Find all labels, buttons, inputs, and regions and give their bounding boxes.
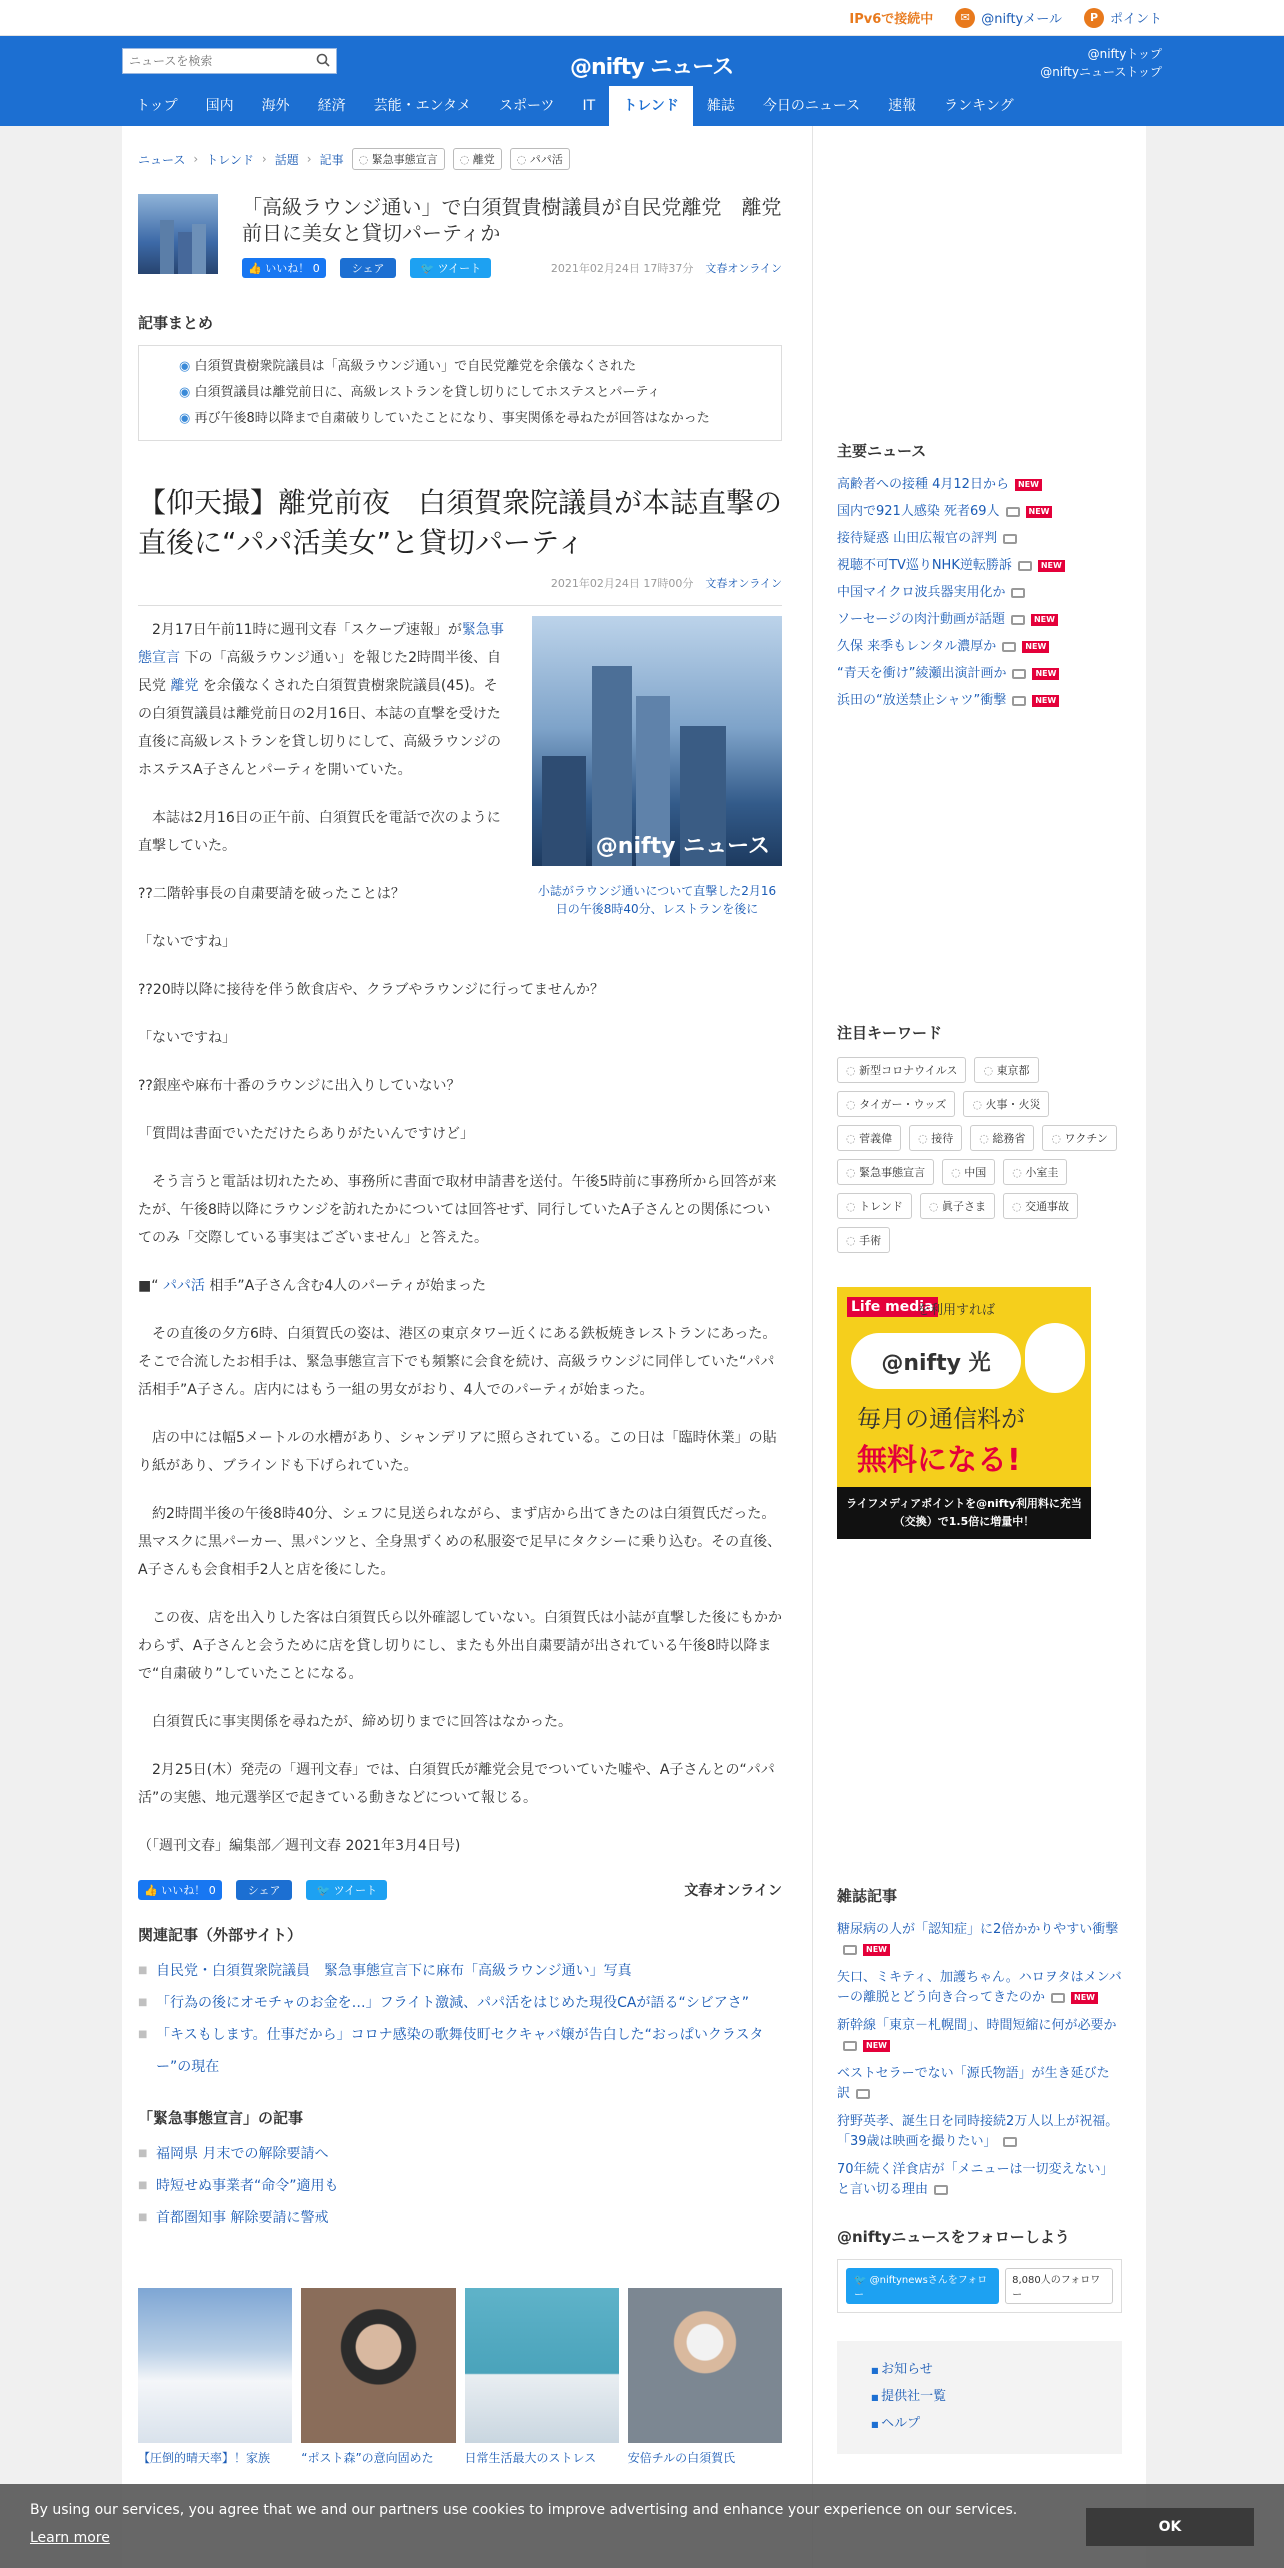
link-providers[interactable]: ■ 提供社一覧 [871, 2384, 1088, 2411]
subheading: ■“ パパ活 相手”A子さん含む4人のパーティが始まった [138, 1278, 487, 1294]
main-news-heading: 主要ニュース [837, 442, 927, 460]
breadcrumb-topic[interactable]: 話題 [274, 152, 299, 167]
paragraph: 白須賀氏に事実関係を尋ねたが、締め切りまでに回答はなかった。 [152, 1714, 572, 1730]
recommend-card[interactable] [301, 2288, 455, 2466]
article-source-link[interactable]: 文春オンライン [705, 577, 782, 590]
nav-entertainment[interactable]: 芸能・エンタメ [373, 98, 472, 114]
main-column [122, 126, 813, 2568]
magazine-item-text[interactable]: ベストセラーでない「源氏物語」が生き延びた訳 [837, 2066, 1110, 2101]
tag-emergency[interactable]: ◌ 緊急事態宣言 [352, 148, 445, 170]
breadcrumb-separator: › [193, 152, 199, 166]
main-news-item-text[interactable]: 視聴不可TV巡りNHK逆転勝訴 [837, 558, 1012, 573]
topic-item[interactable] [138, 2202, 782, 2234]
keyword-heading: 注目キーワード [837, 1024, 943, 1042]
recommend-card[interactable] [465, 2288, 619, 2466]
nav-sports[interactable]: スポーツ [499, 98, 555, 114]
main-news-item[interactable] [837, 579, 1122, 606]
card-title[interactable]: 安倍チルの白須賀氏 [627, 2451, 736, 2465]
related-item[interactable] [138, 1955, 782, 1987]
magazine-item[interactable] [837, 2112, 1122, 2152]
summary-heading: 記事まとめ [138, 314, 214, 332]
sidebar-spacer [837, 714, 1122, 998]
article-body [138, 616, 782, 1860]
recommend-card[interactable] [628, 2288, 782, 2466]
mail-icon: ✉ [955, 8, 975, 28]
share-button-bottom[interactable]: シェア [236, 1880, 293, 1900]
lifemedia-ad-banner[interactable] [837, 1287, 1091, 1539]
related-link[interactable]: 「キスもします。仕事だから」コロナ感染の歌舞伎町セクキャバ嬢が告白した“おっぱいクラスター”の現在 [156, 2027, 764, 2075]
nav-domestic[interactable]: 国内 [205, 98, 234, 114]
ad-line1: 毎月の通信料が [857, 1405, 1025, 1433]
new-badge: NEW [863, 2040, 890, 2052]
card-image [465, 2288, 619, 2443]
keyword-tag[interactable]: ◌ トレンド [837, 1193, 912, 1219]
main-news-item-text[interactable]: 中国マイクロ波兵器実用化か [837, 585, 1006, 600]
recommend-grid [138, 2288, 782, 2466]
share-button[interactable]: シェア [340, 258, 397, 278]
nav-ranking[interactable]: ランキング [944, 98, 1014, 114]
keyword-tag[interactable]: ◌ タイガー・ウッズ [837, 1091, 955, 1117]
magazine-list [837, 1920, 1122, 2200]
paragraph: 2月25日(木）発売の「週刊文春」では、白須賀氏が離党会見でついていた嘘や、A子さんとの“パパ活”の実態、地元選挙区で起きている動きなどについて報じる。 [138, 1762, 775, 1806]
camera-icon [1003, 2137, 1017, 2147]
paragraph: その直後の夕方6時、白須賀氏の姿は、港区の東京タワー近くにある鉄板焼きレストランにあった。そこで合流したお相手は、緊急事態宣言下でも頻繁に会食を続け、高級ラウンジに同伴していた“パパ活相手”A子さん。店内にはもう一組の男女がおり、4人でのパーティが始まった。 [138, 1326, 777, 1398]
publisher-logo[interactable]: 文春オンライン [684, 1883, 782, 1899]
keyword-tag[interactable]: ◌ 菅義偉 [837, 1125, 901, 1151]
main-news-item[interactable] [837, 633, 1122, 660]
camera-icon [1003, 534, 1017, 544]
credit: （「週刊文春」編集部／週刊文春 2021年3月4日号) [138, 1838, 461, 1854]
main-news-item[interactable] [837, 552, 1122, 579]
nav-magazine[interactable]: 雑誌 [706, 98, 735, 114]
magazine-item-text[interactable]: 狩野英孝、誕生日を同時接続2万人以上が祝福。「39歳は映画を撮りたい」 [837, 2114, 1119, 2149]
link-help[interactable]: ■ ヘルプ [871, 2411, 1088, 2438]
keyword-list [837, 1057, 1117, 1253]
share-row [242, 258, 782, 278]
paragraph: 2月17日午前11時に週刊文春「スクープ速報」が緊急事態宣言 下の「高級ラウンジ通い」を報じた2時間半後、自民党 離党 を余儀なくされた白須賀貴樹衆院議員(45)。その白須賀議員は離党前日の2月16日、本誌の直撃を受けた直後に高級レストランを貸し切りにして、高級ラウンジのホステスA子さんとパーティを開いていた。 [138, 622, 504, 778]
magazine-item[interactable] [837, 1920, 1122, 1960]
mail-link[interactable] [955, 8, 1062, 28]
main-news-item-text[interactable]: “青天を衝け”綾瀬出演計画か [837, 666, 1007, 681]
main-news-item-text[interactable]: 久保 来季もレンタル濃厚か [837, 639, 997, 654]
new-badge: NEW [1015, 479, 1042, 491]
search-box [122, 48, 337, 74]
keyword-tag[interactable]: ◌ 新型コロナウイルス [837, 1057, 966, 1083]
link-announcements[interactable]: ■ お知らせ [871, 2357, 1088, 2384]
keyword-link-leave[interactable]: 離党 [170, 678, 199, 694]
breadcrumb [138, 148, 782, 170]
new-badge: NEW [1071, 1992, 1098, 2004]
camera-icon [1002, 642, 1016, 652]
topic-link[interactable]: 時短せぬ事業者“命令”適用も [156, 2178, 339, 2194]
main-news-list [837, 471, 1122, 714]
related-heading: 関連記事（外部サイト） [138, 1926, 302, 1944]
card-image [138, 2288, 292, 2443]
nifty-news-top-link[interactable]: @niftyニューストップ [1040, 65, 1162, 79]
nav-today[interactable]: 今日のニュース [762, 98, 861, 114]
follow-box [837, 2259, 1122, 2313]
sheep-mascot-icon [1025, 1323, 1085, 1393]
paragraph: 「ないですね」 [138, 1030, 236, 1046]
camera-icon [1006, 507, 1020, 517]
nifty-top-link[interactable]: @niftyトップ [1087, 47, 1162, 61]
point-link[interactable] [1084, 8, 1162, 28]
magazine-item-text[interactable]: 矢口、ミキティ、加護ちゃん。ハロヲタはメンバーの離脱とどう向き合ってきたのか [837, 1970, 1122, 2005]
magazine-heading: 雑誌記事 [837, 1887, 898, 1905]
card-image [628, 2288, 782, 2443]
main-news-item-text[interactable]: 高齢者への接種 4月12日から [837, 477, 1009, 492]
keyword-tag[interactable]: ◌ 緊急事態宣言 [837, 1159, 934, 1185]
site-logo[interactable]: @nifty ニュース [570, 55, 734, 80]
main-news-item[interactable] [837, 471, 1122, 498]
follower-count: 8,080人のフォロワー [1005, 2268, 1113, 2304]
camera-icon [1011, 588, 1025, 598]
nav-trend[interactable]: トレンド [609, 86, 693, 126]
keyword-tag[interactable]: ◌ 火事・火災 [963, 1091, 1049, 1117]
magazine-item-text[interactable]: 糖尿病の人が「認知症」に2倍かかりやすい衝撃 [837, 1922, 1119, 1937]
camera-icon [1018, 561, 1032, 571]
paragraph: この夜、店を出入りした客は白須賀氏ら以外確認していない。白須賀氏は小誌が直撃した後にもかかわらず、A子さんと会うために店を貸し切りにし、またも外出自粛要請が出されている午後8時以降まで“自粛破り”していたことになる。 [138, 1610, 782, 1682]
learn-more-link[interactable]: Learn more [30, 2530, 110, 2546]
tweet-button-bottom[interactable]: 🐦 ツイート [306, 1880, 387, 1900]
cookie-banner [0, 2484, 1284, 2568]
new-badge: NEW [1026, 506, 1053, 518]
headline-meta [551, 260, 782, 276]
paragraph: 店の中には幅5メートルの水槽があり、シャンデリアに照らされている。この日は「臨時休業」の貼り紙があり、ブラインドも下げられていた。 [138, 1430, 777, 1474]
tag-papakatsu[interactable]: ◌ パパ活 [510, 148, 570, 170]
cookie-text: By using our services, you agree that we and our partners use cookies to improve advertising and enhance your experience on our services. [30, 2502, 1018, 2518]
keyword-tag[interactable]: ◌ 中国 [942, 1159, 995, 1185]
global-nav [122, 86, 1028, 126]
main-news-item-text[interactable]: 国内で921人感染 死者69人 [837, 504, 1000, 519]
summary-item: ◉ 再び午後8時以降まで自粛破りしていたことになり、事実関係を尋ねたが回答はなかった [179, 406, 781, 432]
ipv6-status: IPv6で接続中 [849, 12, 934, 27]
camera-icon [843, 1945, 857, 1955]
article-thumbnail [138, 194, 218, 274]
card-title[interactable]: 【圧倒的晴天率】！家族 [138, 2451, 271, 2465]
magazine-item-text[interactable]: 新幹線「東京－札幌間」、時間短縮に何が必要か [837, 2018, 1117, 2033]
headline-date: 2021年02月24日 17時37分 [550, 262, 694, 275]
main-news-item[interactable] [837, 687, 1122, 714]
header-links [1040, 45, 1162, 81]
topic-link[interactable]: 首都圏知事 解除要請に警戒 [156, 2210, 329, 2226]
new-badge: NEW [1032, 695, 1059, 707]
paragraph: 本誌は2月16日の正午前、白須賀氏を電話で次のように直撃していた。 [138, 810, 501, 854]
top-utility-bar [0, 0, 1284, 36]
magazine-item[interactable] [837, 2064, 1122, 2104]
main-news-item-text[interactable]: 浜田の“放送禁止シャツ”衝撃 [837, 693, 1007, 708]
sidebar-spacer [837, 1539, 1122, 1861]
keyword-tag[interactable]: ◌ 東京都 [974, 1057, 1038, 1083]
paragraph: ??二階幹事長の自粛要請を破ったことは？ [138, 886, 405, 902]
camera-icon [1012, 696, 1026, 706]
main-news-item-text[interactable]: ソーセージの肉汁動画が話題 [837, 612, 1005, 627]
related-item[interactable] [138, 1987, 782, 2019]
ad-brand-suffix: を利用すれば [917, 1303, 996, 1318]
article-header [138, 194, 782, 278]
article-title: 【仰天撮】離党前夜 白須賀衆院議員が本誌直撃の直後に“パパ活美女”と貸切パーティ [138, 486, 783, 559]
topic-heading: 「緊急事態宣言」の記事 [138, 2109, 304, 2127]
sidebar-ad-space [837, 126, 1122, 416]
main-news-item-text[interactable]: 接待疑惑 山田広報官の評判 [837, 531, 998, 546]
headline: 「高級ラウンジ通い」で白須賀貴樹議員が自民党離党 離党前日に美女と貸切パーティか [242, 195, 782, 245]
like-button-bottom[interactable]: 👍 いいね！ 0 [138, 1880, 222, 1900]
camera-icon [1051, 1993, 1065, 2003]
breadcrumb-article[interactable]: 記事 [319, 152, 344, 167]
breadcrumb-separator: › [261, 152, 267, 166]
main-news-item[interactable] [837, 660, 1122, 687]
footer-links [837, 2341, 1122, 2454]
tweet-button[interactable]: 🐦 ツイート [410, 258, 491, 278]
keyword-link-emergency[interactable]: 緊急事態宣言 [138, 622, 504, 666]
article-meta [138, 575, 782, 606]
nav-top[interactable]: トップ [136, 98, 178, 114]
paragraph: ??銀座や麻布十番のラウンジに出入りしていない？ [138, 1078, 461, 1094]
new-badge: NEW [1038, 560, 1065, 572]
headline-source-link[interactable]: 文春オンライン [705, 262, 782, 275]
topic-item[interactable] [138, 2170, 782, 2202]
keyword-link-papakatsu[interactable]: パパ活 [162, 1278, 205, 1294]
keyword-tag[interactable]: ◌ 総務省 [970, 1125, 1034, 1151]
keyword-tag[interactable]: ◌ 手術 [837, 1227, 890, 1253]
main-news-item[interactable] [837, 606, 1122, 633]
magazine-item[interactable] [837, 2016, 1122, 2056]
keyword-tag[interactable]: ◌ 交通事故 [1003, 1193, 1078, 1219]
camera-icon [1012, 669, 1026, 679]
paragraph: 「質問は書面でいただけたらありがたいんですけど」 [138, 1126, 474, 1142]
card-image [301, 2288, 455, 2443]
point-label: ポイント [1109, 12, 1162, 27]
nav-overseas[interactable]: 海外 [261, 98, 290, 114]
nav-breaking[interactable]: 速報 [888, 98, 917, 114]
keyword-tag[interactable]: ◌ 小室圭 [1003, 1159, 1067, 1185]
article-date: 2021年02月24日 17時00分 [550, 577, 694, 590]
related-list [138, 1955, 782, 2083]
ad-nifty-hikari: @nifty 光 [851, 1333, 1021, 1389]
sidebar [813, 126, 1146, 2568]
photo-watermark: @nifty ニュース [595, 834, 770, 859]
cookie-ok-button[interactable]: OK [1086, 2508, 1254, 2546]
ad-footer: ライフメディアポイントを@nifty利用料に充当（交換）で1.5倍に増量中！ [837, 1487, 1091, 1539]
paragraph: そう言うと電話は切れたため、事務所に書面で取材申請書を送付。午後5時前に事務所から回答が来たが、午後8時以降にラウンジを訪れたかについては回答せず、同行していたA子さんとの関係についてのみ「交際している事実はございません」と答えた。 [138, 1174, 777, 1246]
nav-economy[interactable]: 経済 [317, 98, 346, 114]
summary-box [138, 345, 782, 441]
topic-item[interactable] [138, 2138, 782, 2170]
nav-it[interactable]: IT [582, 98, 596, 114]
keyword-tag[interactable]: ◌ 接待 [909, 1125, 962, 1151]
paragraph: 「ないですね」 [138, 934, 236, 950]
new-badge: NEW [1031, 614, 1058, 626]
content-wrapper [122, 126, 1146, 2568]
topic-list [138, 2138, 782, 2234]
new-badge: NEW [1022, 641, 1049, 653]
topic-link[interactable]: 福岡県 月末での解除要請へ [156, 2146, 329, 2162]
breadcrumb-separator: › [306, 152, 312, 166]
breadcrumb-trend[interactable]: トレンド [206, 152, 254, 167]
new-badge: NEW [863, 1944, 890, 1956]
breadcrumb-news[interactable]: ニュース [138, 152, 186, 167]
ad-brand: Life media [847, 1297, 938, 1317]
recommend-card[interactable] [138, 2288, 292, 2466]
camera-icon [1011, 615, 1025, 625]
tag-leave-party[interactable]: ◌ 離党 [453, 148, 502, 170]
summary-item: ◉ 白須賀議員は離党前日に、高級レストランを貸し切りにしてホステスとパーティ [179, 380, 781, 406]
follow-heading: @niftyニュースをフォローしよう [837, 2228, 1070, 2246]
twitter-follow-button[interactable]: 🐦 @niftynewsさんをフォロー [846, 2268, 999, 2304]
site-header [0, 36, 1284, 126]
new-badge: NEW [1032, 668, 1059, 680]
main-news-item[interactable] [837, 525, 1122, 552]
related-link[interactable]: 「行為の後にオモチャのお金を…」フライト激減、パパ活をはじめた現役CAが語る“シビアさ” [156, 1995, 750, 2011]
card-title[interactable]: 日常生活最大のストレス [464, 2451, 597, 2465]
card-title[interactable]: “ポスト森”の意向固めた [301, 2451, 434, 2465]
paragraph: ??20時以降に接待を伴う飲食店や、クラブやラウンジに行ってませんか？ [138, 982, 605, 998]
photo-image [532, 616, 782, 866]
photo-caption[interactable]: 小誌がラウンジ通いについて直撃した2月16日の午後8時40分、レストランを後に [537, 884, 777, 916]
keyword-tag[interactable]: ◌ 眞子さま [920, 1193, 995, 1219]
related-item[interactable] [138, 2019, 782, 2083]
like-button[interactable]: 👍 いいね！ 0 [242, 258, 326, 278]
paragraph: 約2時間半後の午後8時40分、シェフに見送られながら、まず店から出てきたのは白須賀氏だった。黒マスクに黒パーカー、黒パンツと、全身黒ずくめの私服姿で足早にタクシーに乗り込む。その直後、A子さんも会食相手2人と店を後にした。 [138, 1506, 782, 1578]
mail-label: @niftyメール [981, 12, 1062, 27]
search-icon[interactable] [316, 53, 330, 67]
magazine-item-text[interactable]: 70年続く洋食店が「メニューは一切変えない」と言い切る理由 [837, 2162, 1114, 2197]
summary-item: ◉ 白須賀貴樹衆院議員は「高級ラウンジ通い」で自民党離党を余儀なくされた [179, 354, 781, 380]
article-photo[interactable] [532, 616, 782, 918]
article-tools [138, 1880, 782, 1900]
magazine-item[interactable] [837, 1968, 1122, 2008]
camera-icon [856, 2089, 870, 2099]
point-icon: P [1084, 8, 1104, 28]
ad-line2: 無料になる! [857, 1443, 1021, 1478]
search-input[interactable] [123, 49, 303, 73]
camera-icon [843, 2041, 857, 2051]
related-link[interactable]: 自民党・白須賀衆院議員 緊急事態宣言下に麻布「高級ラウンジ通い」写真 [156, 1963, 632, 1979]
main-news-item[interactable] [837, 498, 1122, 525]
camera-icon [934, 2185, 948, 2195]
keyword-tag[interactable]: ◌ ワクチン [1042, 1125, 1117, 1151]
magazine-item[interactable] [837, 2160, 1122, 2200]
